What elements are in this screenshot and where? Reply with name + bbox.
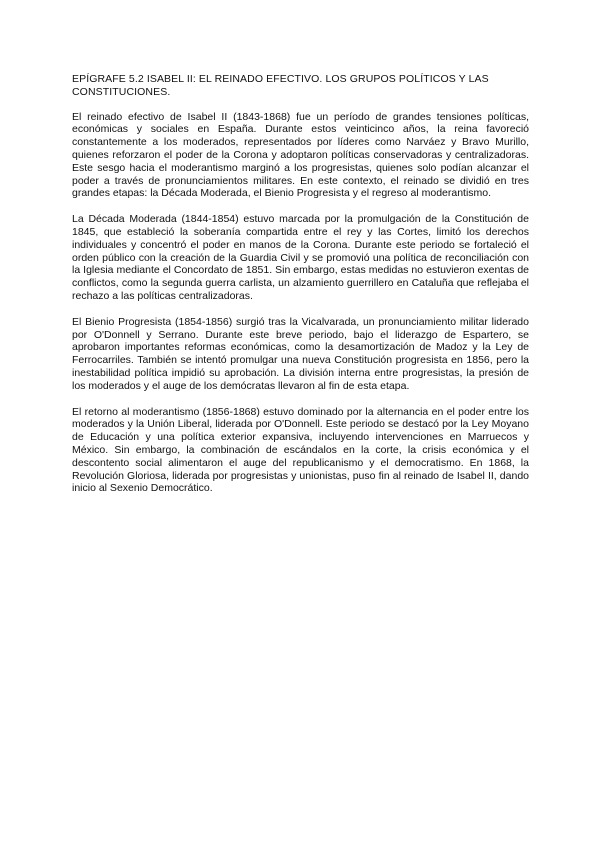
- paragraph-introduction: El reinado efectivo de Isabel II (1843-1868) fue un período de grandes tensiones políticas, económicas y sociales en España. Durante estos veinticinco años, la reina favoreció constantemente a los moderados, representados por líderes como Narváez y Bravo Murillo, quienes reforzaron el poder de la Corona y adoptaron políticas conservadoras y centralizadoras. Este sesgo hacia el moderantismo marginó a los progresistas, quienes solo podían alcanzar el poder a través de pronunciamientos militares. En este contexto, el reinado se dividió en tres grandes etapas: la Década Moderada, el Bienio Progresista y el regreso al moderantismo.: [72, 110, 529, 200]
- document-title: EPÍGRAFE 5.2 ISABEL II: EL REINADO EFECTIVO. LOS GRUPOS POLÍTICOS Y LAS CONSTITUCIONES.: [72, 73, 489, 98]
- document-body: [72, 73, 529, 508]
- paragraph-bienio-progresista: El Bienio Progresista (1854-1856) surgió tras la Vicalvarada, un pronunciamiento militar liderado por O'Donnell y Serrano. Durante este breve periodo, bajo el liderazgo de Espartero, se aprobaron importantes reformas económicas, como la desamortización de Madoz y la Ley de Ferrocarriles. También se intentó promulgar una nueva Constitución progresista en 1856, pero la inestabilidad política impidió su aprobación. La división interna entre progresistas, la presión de los moderados y el auge de los demócratas llevaron al fin de esta etapa.: [72, 315, 529, 392]
- paragraph-retorno-moderantismo: El retorno al moderantismo (1856-1868) estuvo dominado por la alternancia en el poder entre los moderados y la Unión Liberal, liderada por O'Donnell. Este periodo se destacó por la Ley Moyano de Educación y una política exterior expansiva, incluyendo intervenciones en Marruecos y México. Sin embargo, la combinación de escándalos en la corte, la crisis económica y el descontento social alimentaron el auge del republicanismo y el democratismo. En 1868, la Revolución Gloriosa, liderada por progresistas y unionistas, puso fin al reinado de Isabel II, dando inicio al Sexenio Democrático.: [72, 405, 529, 495]
- paragraph-decada-moderada: La Década Moderada (1844-1854) estuvo marcada por la promulgación de la Constitución de 1845, que estableció la soberanía compartida entre el rey y las Cortes, limitó los derechos individuales y concentró el poder en manos de la Corona. Durante este periodo se fortaleció el orden público con la creación de la Guardia Civil y se promovió una política de reconciliación con la Iglesia mediante el Concordato de 1851. Sin embargo, estas medidas no estuvieron exentas de conflictos, como la segunda guerra carlista, un alzamiento guerrillero en Cataluña que reflejaba el rechazo a las políticas centralizadoras.: [72, 213, 529, 302]
